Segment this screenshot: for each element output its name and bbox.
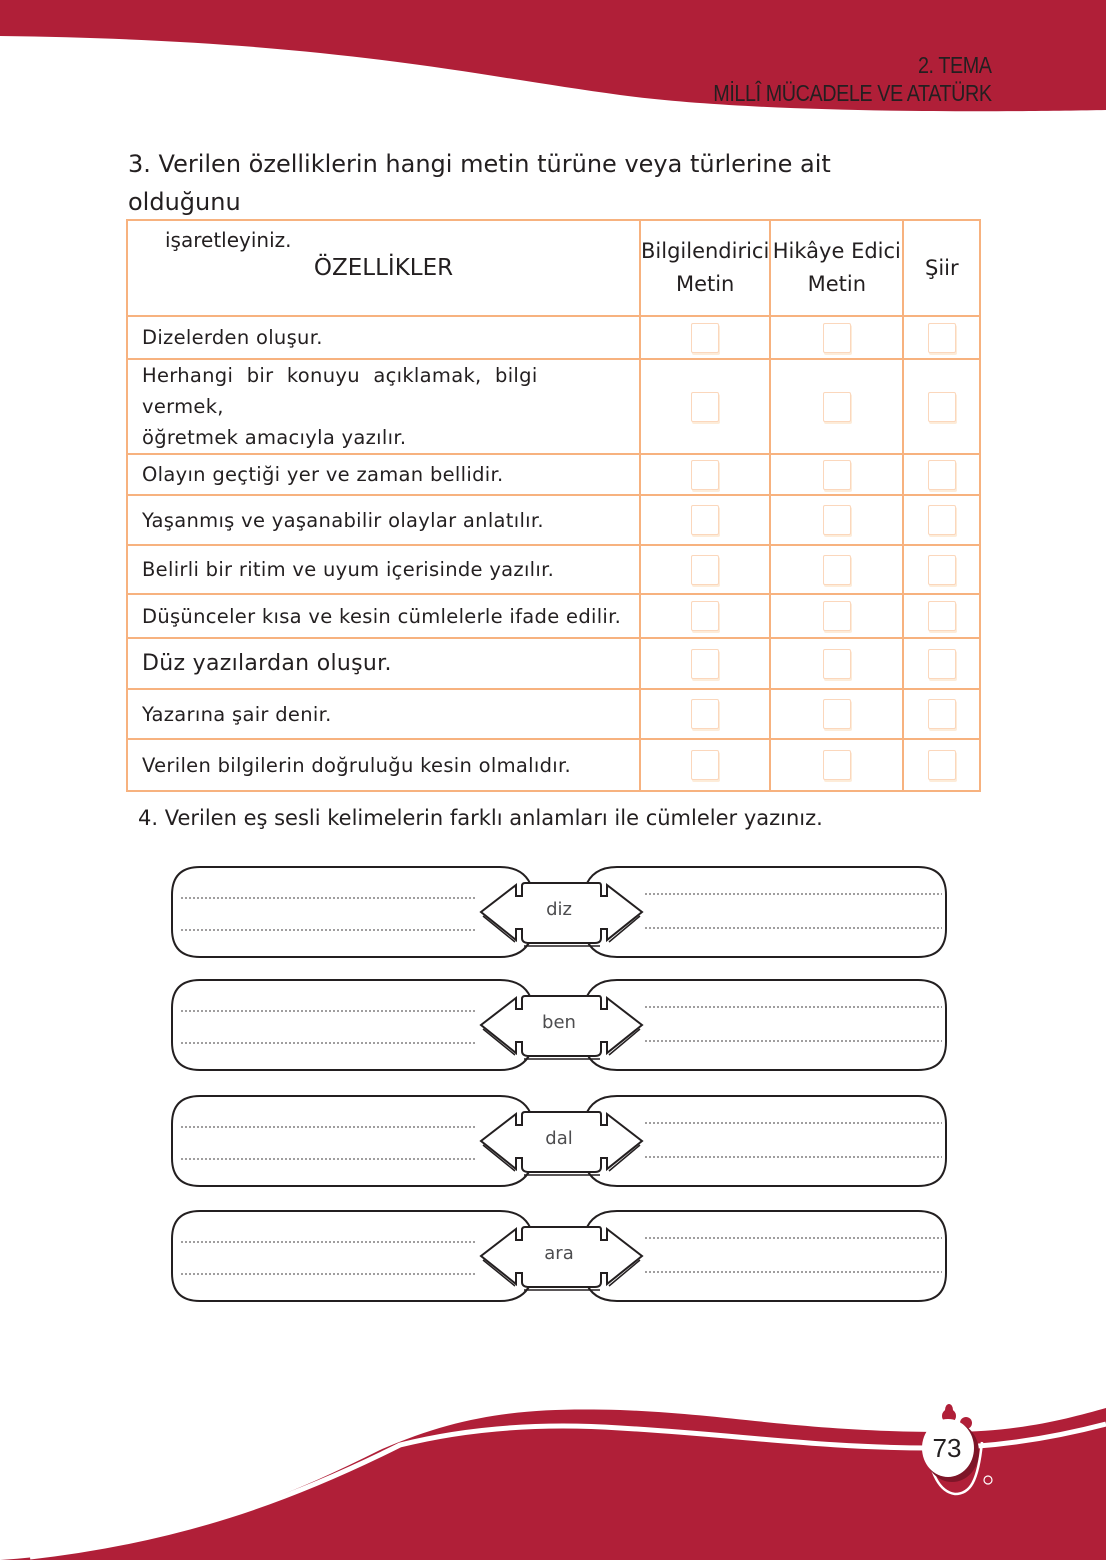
- checkbox-poem[interactable]: [928, 392, 956, 422]
- checkbox-narrative[interactable]: [823, 505, 851, 535]
- table-row: [127, 638, 980, 689]
- row-feature-text: Düz yazılardan oluşur.: [127, 638, 640, 689]
- answer-line-right-2[interactable]: [644, 1271, 942, 1273]
- row-feature-text: Olayın geçtiği yer ve zaman bellidir.: [127, 454, 640, 495]
- table-row: [127, 359, 980, 454]
- homonym-word: dal: [545, 1128, 573, 1149]
- checkbox-poem[interactable]: [928, 649, 956, 679]
- checkbox-informative[interactable]: [691, 601, 719, 631]
- row-feature-text-line1: Herhangi bir konuyu açıklamak, bilgi vermek,: [142, 364, 538, 418]
- row-feature-text: Yaşanmış ve yaşanabilir olaylar anlatılır.: [127, 495, 640, 545]
- answer-line-right-1[interactable]: [644, 893, 942, 895]
- table-row: [127, 739, 980, 791]
- homonym-pair-ben: [170, 979, 948, 1071]
- row-feature-text: [127, 359, 640, 454]
- answer-line-right-2[interactable]: [644, 927, 942, 929]
- header-narrative-text: [770, 220, 903, 316]
- checkbox-narrative[interactable]: [823, 649, 851, 679]
- answer-line-right-2[interactable]: [644, 1040, 942, 1042]
- checkbox-informative[interactable]: [691, 699, 719, 729]
- checkbox-informative[interactable]: [691, 555, 719, 585]
- checkbox-narrative[interactable]: [823, 323, 851, 353]
- checkbox-poem[interactable]: [928, 460, 956, 490]
- answer-line-right-1[interactable]: [644, 1122, 942, 1124]
- checkbox-narrative[interactable]: [823, 555, 851, 585]
- header-informative-text: [640, 220, 770, 316]
- homonym-pair-diz: [170, 866, 948, 958]
- theme-number: 2. TEMA: [918, 52, 992, 78]
- row-feature-text: Düşünceler kısa ve kesin cümlelerle ifade edilir.: [127, 594, 640, 638]
- answer-line-left-2[interactable]: [180, 1158, 476, 1160]
- checkbox-narrative[interactable]: [823, 392, 851, 422]
- question-4-title: 4. Verilen eş sesli kelimelerin farklı anlamları ile cümleler yazınız.: [138, 806, 823, 830]
- answer-line-left-1[interactable]: [180, 1010, 476, 1012]
- checkbox-poem[interactable]: [928, 323, 956, 353]
- checkbox-informative[interactable]: [691, 323, 719, 353]
- features-table: [126, 219, 981, 792]
- checkbox-narrative[interactable]: [823, 750, 851, 780]
- checkbox-informative[interactable]: [691, 750, 719, 780]
- answer-line-left-1[interactable]: [180, 1241, 476, 1243]
- answer-line-left-2[interactable]: [180, 1042, 476, 1044]
- table-row: [127, 495, 980, 545]
- table-row: [127, 689, 980, 739]
- checkbox-informative[interactable]: [691, 649, 719, 679]
- question-3-title-line1: 3. Verilen özelliklerin hangi metin türüne veya türlerine ait olduğunu: [128, 150, 831, 216]
- homonym-word: diz: [546, 899, 572, 920]
- header-narrative-line1: Hikâye Edici: [772, 239, 901, 263]
- answer-line-left-1[interactable]: [180, 897, 476, 899]
- page-number: 73: [932, 1433, 962, 1463]
- checkbox-poem[interactable]: [928, 699, 956, 729]
- checkbox-poem[interactable]: [928, 505, 956, 535]
- answer-line-right-1[interactable]: [644, 1006, 942, 1008]
- checkbox-poem[interactable]: [928, 750, 956, 780]
- row-feature-text: Dizelerden oluşur.: [127, 316, 640, 359]
- row-feature-text: Belirli bir ritim ve uyum içerisinde yazılır.: [127, 545, 640, 594]
- header-poem: Şiir: [903, 220, 980, 316]
- homonym-word: ara: [544, 1243, 574, 1264]
- checkbox-narrative[interactable]: [823, 699, 851, 729]
- table-row: [127, 594, 980, 638]
- checkbox-informative[interactable]: [691, 460, 719, 490]
- answer-line-left-1[interactable]: [180, 1126, 476, 1128]
- checkbox-informative[interactable]: [691, 392, 719, 422]
- question-3-title-line2: işaretleyiniz.: [165, 228, 292, 252]
- answer-line-right-2[interactable]: [644, 1156, 942, 1158]
- checkbox-narrative[interactable]: [823, 601, 851, 631]
- answer-line-left-2[interactable]: [180, 929, 476, 931]
- checkbox-poem[interactable]: [928, 555, 956, 585]
- checkbox-informative[interactable]: [691, 505, 719, 535]
- header-informative-line2: Metin: [675, 272, 735, 296]
- row-feature-text: Yazarına şair denir.: [127, 689, 640, 739]
- checkbox-poem[interactable]: [928, 601, 956, 631]
- theme-title: MİLLÎ MÜCADELE VE ATATÜRK: [713, 80, 992, 106]
- homonym-pair-dal: [170, 1095, 948, 1187]
- answer-line-left-2[interactable]: [180, 1273, 476, 1275]
- homonym-pair-ara: [170, 1210, 948, 1302]
- table-row: [127, 316, 980, 359]
- header-narrative-line2: Metin: [807, 272, 867, 296]
- table-row: [127, 454, 980, 495]
- row-feature-text-line2: öğretmek amacıyla yazılır.: [142, 426, 407, 449]
- homonym-word: ben: [542, 1012, 576, 1033]
- table-row: [127, 545, 980, 594]
- answer-line-right-1[interactable]: [644, 1237, 942, 1239]
- header-informative-line1: Bilgilendirici: [641, 239, 770, 263]
- checkbox-narrative[interactable]: [823, 460, 851, 490]
- row-feature-text: Verilen bilgilerin doğruluğu kesin olmalıdır.: [127, 739, 640, 791]
- header-features: ÖZELLİKLER: [127, 220, 640, 316]
- table-header-row: [127, 220, 980, 316]
